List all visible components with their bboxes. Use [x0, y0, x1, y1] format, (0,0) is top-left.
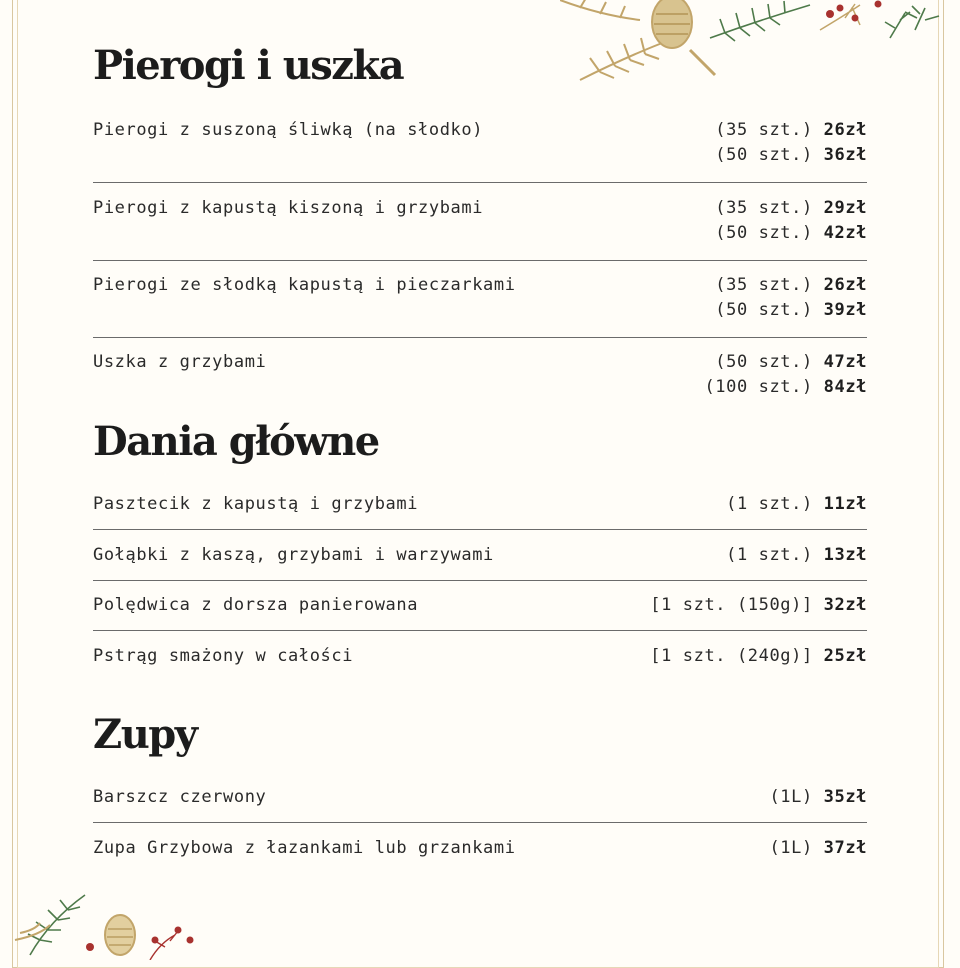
- menu-item: [93, 118, 867, 183]
- item-quantity: (35 szt.): [715, 198, 813, 218]
- item-price: 35zł: [823, 787, 867, 807]
- item-prices: [726, 492, 867, 517]
- item-price: 11zł: [823, 494, 867, 514]
- item-quantity: (50 szt.): [715, 223, 813, 243]
- item-quantity: (35 szt.): [715, 120, 813, 140]
- item-name: Pierogi z kapustą kiszoną i grzybami: [93, 198, 484, 218]
- item-name: Uszka z grzybami: [93, 352, 267, 372]
- pine-cone-icon: [105, 915, 135, 955]
- section-title-dania-glowne: Dania główne: [93, 418, 379, 465]
- item-price: 42zł: [823, 223, 867, 243]
- menu-item: [93, 836, 867, 873]
- item-prices: [704, 350, 867, 400]
- item-quantity: (50 szt.): [715, 352, 813, 372]
- item-prices: [650, 593, 867, 618]
- item-name: Pasztecik z kapustą i grzybami: [93, 494, 419, 514]
- item-name: Zupa Grzybowa z łazankami lub grzankami: [93, 838, 516, 858]
- item-quantity: (50 szt.): [715, 145, 813, 165]
- item-prices: [715, 118, 867, 168]
- item-price: 13zł: [823, 545, 867, 565]
- item-price: 36zł: [823, 145, 867, 165]
- pine-branch-bottom-decoration-icon: [10, 885, 220, 960]
- item-price: 37zł: [823, 838, 867, 858]
- menu-item: [93, 273, 867, 338]
- item-prices: [726, 543, 867, 568]
- item-prices: [650, 644, 867, 669]
- menu-item: [93, 644, 867, 681]
- item-name: Barszcz czerwony: [93, 787, 267, 807]
- section-title-zupy: Zupy: [93, 711, 197, 758]
- item-price: 25zł: [823, 646, 867, 666]
- section-title-pierogi: Pierogi i uszka: [93, 42, 404, 89]
- item-quantity: (1L): [769, 787, 813, 807]
- item-price: 26zł: [823, 275, 867, 295]
- item-price: 39zł: [823, 300, 867, 320]
- item-name: Polędwica z dorsza panierowana: [93, 595, 419, 615]
- item-quantity: [1 szt. (240g)]: [650, 646, 813, 666]
- menu-item: [93, 196, 867, 261]
- item-price: 32zł: [823, 595, 867, 615]
- item-quantity: (1L): [769, 838, 813, 858]
- item-quantity: (1 szt.): [726, 545, 813, 565]
- item-price: 84zł: [823, 377, 867, 397]
- item-quantity: [1 szt. (150g)]: [650, 595, 813, 615]
- item-name: Pierogi ze słodką kapustą i pieczarkami: [93, 275, 516, 295]
- menu-item: [93, 543, 867, 581]
- item-quantity: (1 szt.): [726, 494, 813, 514]
- menu-item: [93, 492, 867, 530]
- item-quantity: (35 szt.): [715, 275, 813, 295]
- item-name: Gołąbki z kaszą, grzybami i warzywami: [93, 545, 494, 565]
- menu-item: [93, 350, 867, 402]
- item-price: 47zł: [823, 352, 867, 372]
- item-price: 26zł: [823, 120, 867, 140]
- item-prices: [715, 196, 867, 246]
- item-prices: [769, 836, 867, 861]
- item-name: Pierogi z suszoną śliwką (na słodko): [93, 120, 484, 140]
- item-quantity: (50 szt.): [715, 300, 813, 320]
- pine-branch-decoration-icon: [560, 0, 950, 90]
- item-prices: [769, 785, 867, 810]
- menu-item: [93, 593, 867, 631]
- item-quantity: (100 szt.): [704, 377, 813, 397]
- menu-item: [93, 785, 867, 823]
- item-price: 29zł: [823, 198, 867, 218]
- item-prices: [715, 273, 867, 323]
- item-name: Pstrąg smażony w całości: [93, 646, 354, 666]
